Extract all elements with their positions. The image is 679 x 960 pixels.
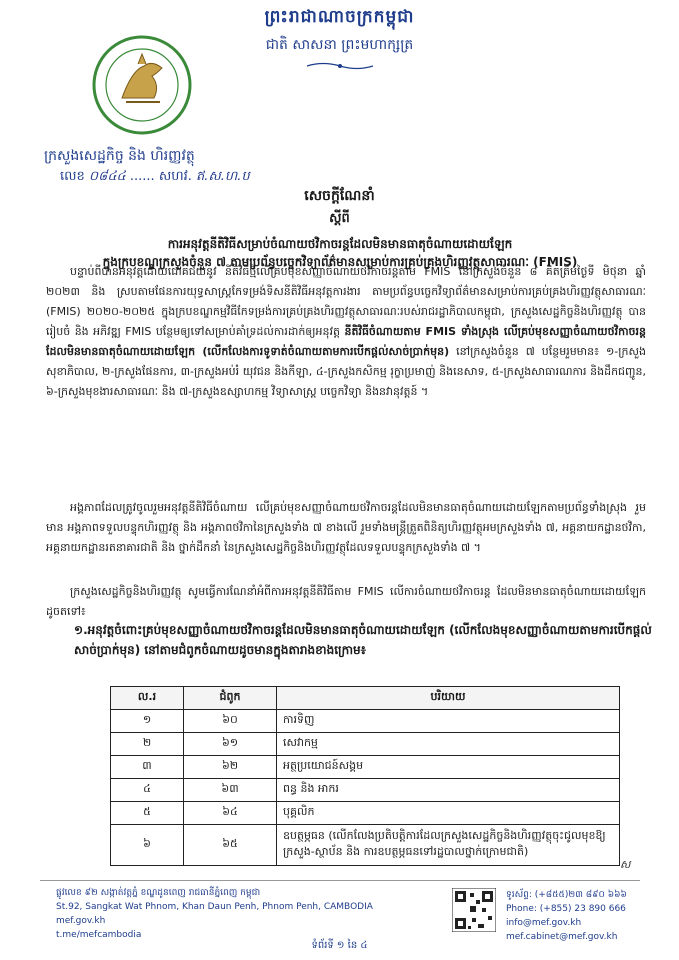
document-about: ស្តីពី: [329, 211, 350, 226]
qr-code-icon: [452, 888, 496, 932]
initial-mark: ស: [620, 858, 631, 871]
footer-contact: [506, 888, 627, 944]
document-type: សេចក្តីណែនាំ: [304, 188, 375, 204]
table-row: [111, 710, 620, 733]
table-header-no: ល.រ: [111, 687, 184, 710]
cell-chapter: ៦២: [184, 756, 277, 779]
title-line-1: ការអនុវត្តនីតិវិធីសម្រាប់ចំណាយថវិកាចរន្តដែលមិនមានធាតុចំណាយដោយឡែក: [167, 237, 513, 251]
reference-mid: សហវ.: [158, 169, 192, 184]
cell-no: ៥: [111, 802, 184, 825]
ministry-seal-icon: [82, 30, 202, 140]
cell-no: ៤: [111, 779, 184, 802]
paragraph-guidance: ក្រសួងសេដ្ឋកិច្ចនិងហិរញ្ញវត្ថុ សូមធ្វើការណែនាំអំពីការអនុវត្តនីតិវិធីតាម FMIS លើការចំណាយថវិកាចរន្ត ដែលមិនមានធាតុចំណាយដោយឡែក ដូចតទៅ៖: [46, 585, 646, 618]
paragraph-participants: អង្គភាពដែលត្រូវចូលរួមអនុវត្តនីតិវិធីចំណាយ លើគ្រប់មុខសញ្ញាចំណាយថវិកាចរន្តដែលមិនមានធាតុចំណាយដោយឡែកតាមប្រព័ន្ធទាំងស្រុង រួមមាន អង្គភាពទទួលបន្ទុកហិរញ្ញវត្ថុ និង អង្គភាពថវិកានៃក្រសួងទាំង ៧ ខាងលើ រួមទាំងមន្ត្រីត្រួតពិនិត្យហិរញ្ញវត្ថុអមក្រសួងទាំង ៧, អគ្គនាយកដ្ឋានថវិកា, អគ្គនាយកដ្ឋានរតនាគារជាតិ និង ថ្នាក់ដឹកនាំ នៃក្រសួងសេដ្ឋកិច្ចនិងហិរញ្ញវត្ថុដែលទទួលបន្ទុកក្រសួងទាំង ៧ ។: [46, 501, 646, 554]
paragraph-intro-a: បន្ទាប់ពីបានអនុវត្តដោយជោគជ័យនូវ នីតិវិធីថ្មីលើគ្រប់មុខសញ្ញាចំណាយថវិកាចរន្តតាម FMIS នៅក្រសួងចំនួន ៨ គិតត្រឹមថ្ងៃទី មិថុនា ឆ្នាំ ២០២៣ និង ស្របតាមផែនការយុទ្ធសាស្ត្រកែទម្រង់ទិសនីតិវិធីអនុវត្តការងារ តាមប្រព័ន្ធបច្ចេកវិទ្យាព័ត៌មានសម្រាប់ការគ្រប់គ្រងហិរញ្ញវត្ថុសាធារណៈ (FMIS) ២០២០-២០២៥ ក្នុងក្របខណ្ឌកម្មវិធីកែទម្រង់ការគ្រប់គ្រងហិរញ្ញវត្ថុសាធារណៈរបស់រាជរដ្ឋាភិបាលកម្ពុជា, ក្រសួងសេដ្ឋកិច្ចនិងហិរញ្ញវត្ថុ បានរៀបចំ និង អភិវឌ្ឍ FMIS បន្ថែមឲ្យទៅសម្រាប់គាំទ្រដល់ការដាក់ឲ្យអនុវត្ត: [46, 265, 646, 338]
website-link[interactable]: mef.gov.kh: [56, 916, 106, 926]
cell-no: ១: [111, 710, 184, 733]
footer-address: [56, 886, 373, 942]
expenditure-chapters-table: [110, 686, 620, 866]
cell-description: សេវាកម្ម: [277, 733, 620, 756]
table-row: [111, 802, 620, 825]
table-row: [111, 779, 620, 802]
cell-description: ឧបត្ថម្ភធន (លើកលែងប្រតិបត្តិការដែលក្រសួងសេដ្ឋកិច្ចនិងហិរញ្ញវត្ថុចុះជូលមុខឱ្យក្រសួង-ស្ថាប័ន និង ការឧបត្ថម្ភធនទៅរដ្ឋបាលថ្នាក់ក្រោមជាតិ): [277, 825, 620, 866]
address-english: St.92, Sangkat Wat Phnom, Khan Daun Penh, Phnom Penh, CAMBODIA: [56, 902, 373, 912]
cell-no: ៦: [111, 825, 184, 866]
table-row: [111, 733, 620, 756]
cell-chapter: ៦៥: [184, 825, 277, 866]
cell-no: ២: [111, 733, 184, 756]
ornament-divider-icon: [305, 61, 375, 71]
paragraph-intro-c: នៅក្រសួងចំនួន ៧ បន្ថែមរួមមាន៖ ១-ក្រសួងសុខាភិបាល, ២-ក្រសួងផែនការ, ៣-ក្រសួងអប់រំ យុវជន និងកីឡា, ៤-ក្រសួងកសិកម្ម រុក្ខាប្រមាញ់ និងនេសាទ, ៥-ក្រសួងសាធារណការ និងដឹកជញ្ជូន, ៦-ក្រសួងមុខងារសាធារណៈ និង ៧-ក្រសួងឧស្សាហកម្ម វិទ្យាសាស្ត្រ បច្ចេកវិទ្យា និងនវានុវត្តន៍ ។: [46, 345, 646, 398]
phone-khmer: ទូរស័ព្ទ: (+៨៥៥)២៣ ៨៩០ ៦៦៦: [506, 890, 627, 900]
national-motto: ជាតិ សាសនា ព្រះមហាក្សត្រ: [265, 37, 414, 53]
phone-english: Phone: (+855) 23 890 666: [506, 904, 626, 914]
table-row: [111, 756, 620, 779]
table-header-description: បរិយាយ: [277, 687, 620, 710]
cell-chapter: ៦៤: [184, 802, 277, 825]
table-header-chapter: ជំពូក: [184, 687, 277, 710]
paragraph-intro-bold: នីតិវិធីចំណាយតាម FMIS ទាំងស្រុង លើគ្រប់មុខសញ្ញាចំណាយថវិកាចរន្តដែលមិនមានធាតុចំណាយដោយឡែក (លើកលែងការទូទាត់ចំណាយតាមការបើកផ្តល់សាច់ប្រាក់មុន): [46, 325, 646, 358]
cell-description: ពន្ធ និង អាករ: [277, 779, 620, 802]
cell-no: ៣: [111, 756, 184, 779]
telegram-link[interactable]: t.me/mefcambodia: [56, 930, 142, 940]
cell-description: អត្ថប្រយោជន៍សង្គម: [277, 756, 620, 779]
cell-description: ការទិញ: [277, 710, 620, 733]
kingdom-name: ព្រះរាជាណាចក្រកម្ពុជា: [264, 7, 415, 27]
address-khmer: ផ្លូវលេខ ៩២ សង្កាត់វត្តភ្នំ ខណ្ឌដូនពេញ រាជធានីភ្នំពេញ កម្ពុជា: [56, 888, 261, 898]
cell-chapter: ៦៣: [184, 779, 277, 802]
cell-chapter: ៦១: [184, 733, 277, 756]
cell-description: បុគ្គលិក: [277, 802, 620, 825]
email-info-link[interactable]: info@mef.gov.kh: [506, 918, 582, 928]
title-line-2: ក្នុងក្របខណ្ឌក្រសួងចំនួន ៧ តាមប្រព័ន្ធបច្ចេកវិទ្យាព័ត៌មានសម្រាប់ការគ្រប់គ្រងហិរញ្ញវត្ថុសាធារណៈ (FMIS): [102, 255, 578, 269]
footer-divider: [40, 880, 640, 881]
page-number: ទំព័រទី ១ នៃ ៤: [311, 940, 368, 951]
reference-number-value: ០៨៤៤: [88, 169, 126, 184]
section-1-heading: ១.អនុវត្តចំពោះគ្រប់មុខសញ្ញាចំណាយថវិកាចរន្តដែលមិនមានធាតុចំណាយដោយឡែក (លើកលែងមុខសញ្ញាចំណាយតាមការបើកផ្តល់សាច់ប្រាក់មុន) នៅតាមជំពូកចំណាយដូចមានក្នុងតារាងខាងក្រោម៖: [74, 623, 652, 657]
email-cabinet-link[interactable]: mef.cabinet@mef.gov.kh: [506, 932, 618, 942]
ministry-name: ក្រសួងសេដ្ឋកិច្ច និង ហិរញ្ញវត្ថុ: [44, 148, 195, 164]
reference-number: លេខ ០៨៤៤ ...... សហវ. ឥ.ស.ហ.ប: [60, 169, 250, 184]
paragraph-intro: [46, 262, 646, 402]
reference-code: ឥ.ស.ហ.ប: [195, 169, 250, 184]
reference-prefix: លេខ: [60, 169, 85, 184]
cell-chapter: ៦០: [184, 710, 277, 733]
table-row: [111, 825, 620, 866]
